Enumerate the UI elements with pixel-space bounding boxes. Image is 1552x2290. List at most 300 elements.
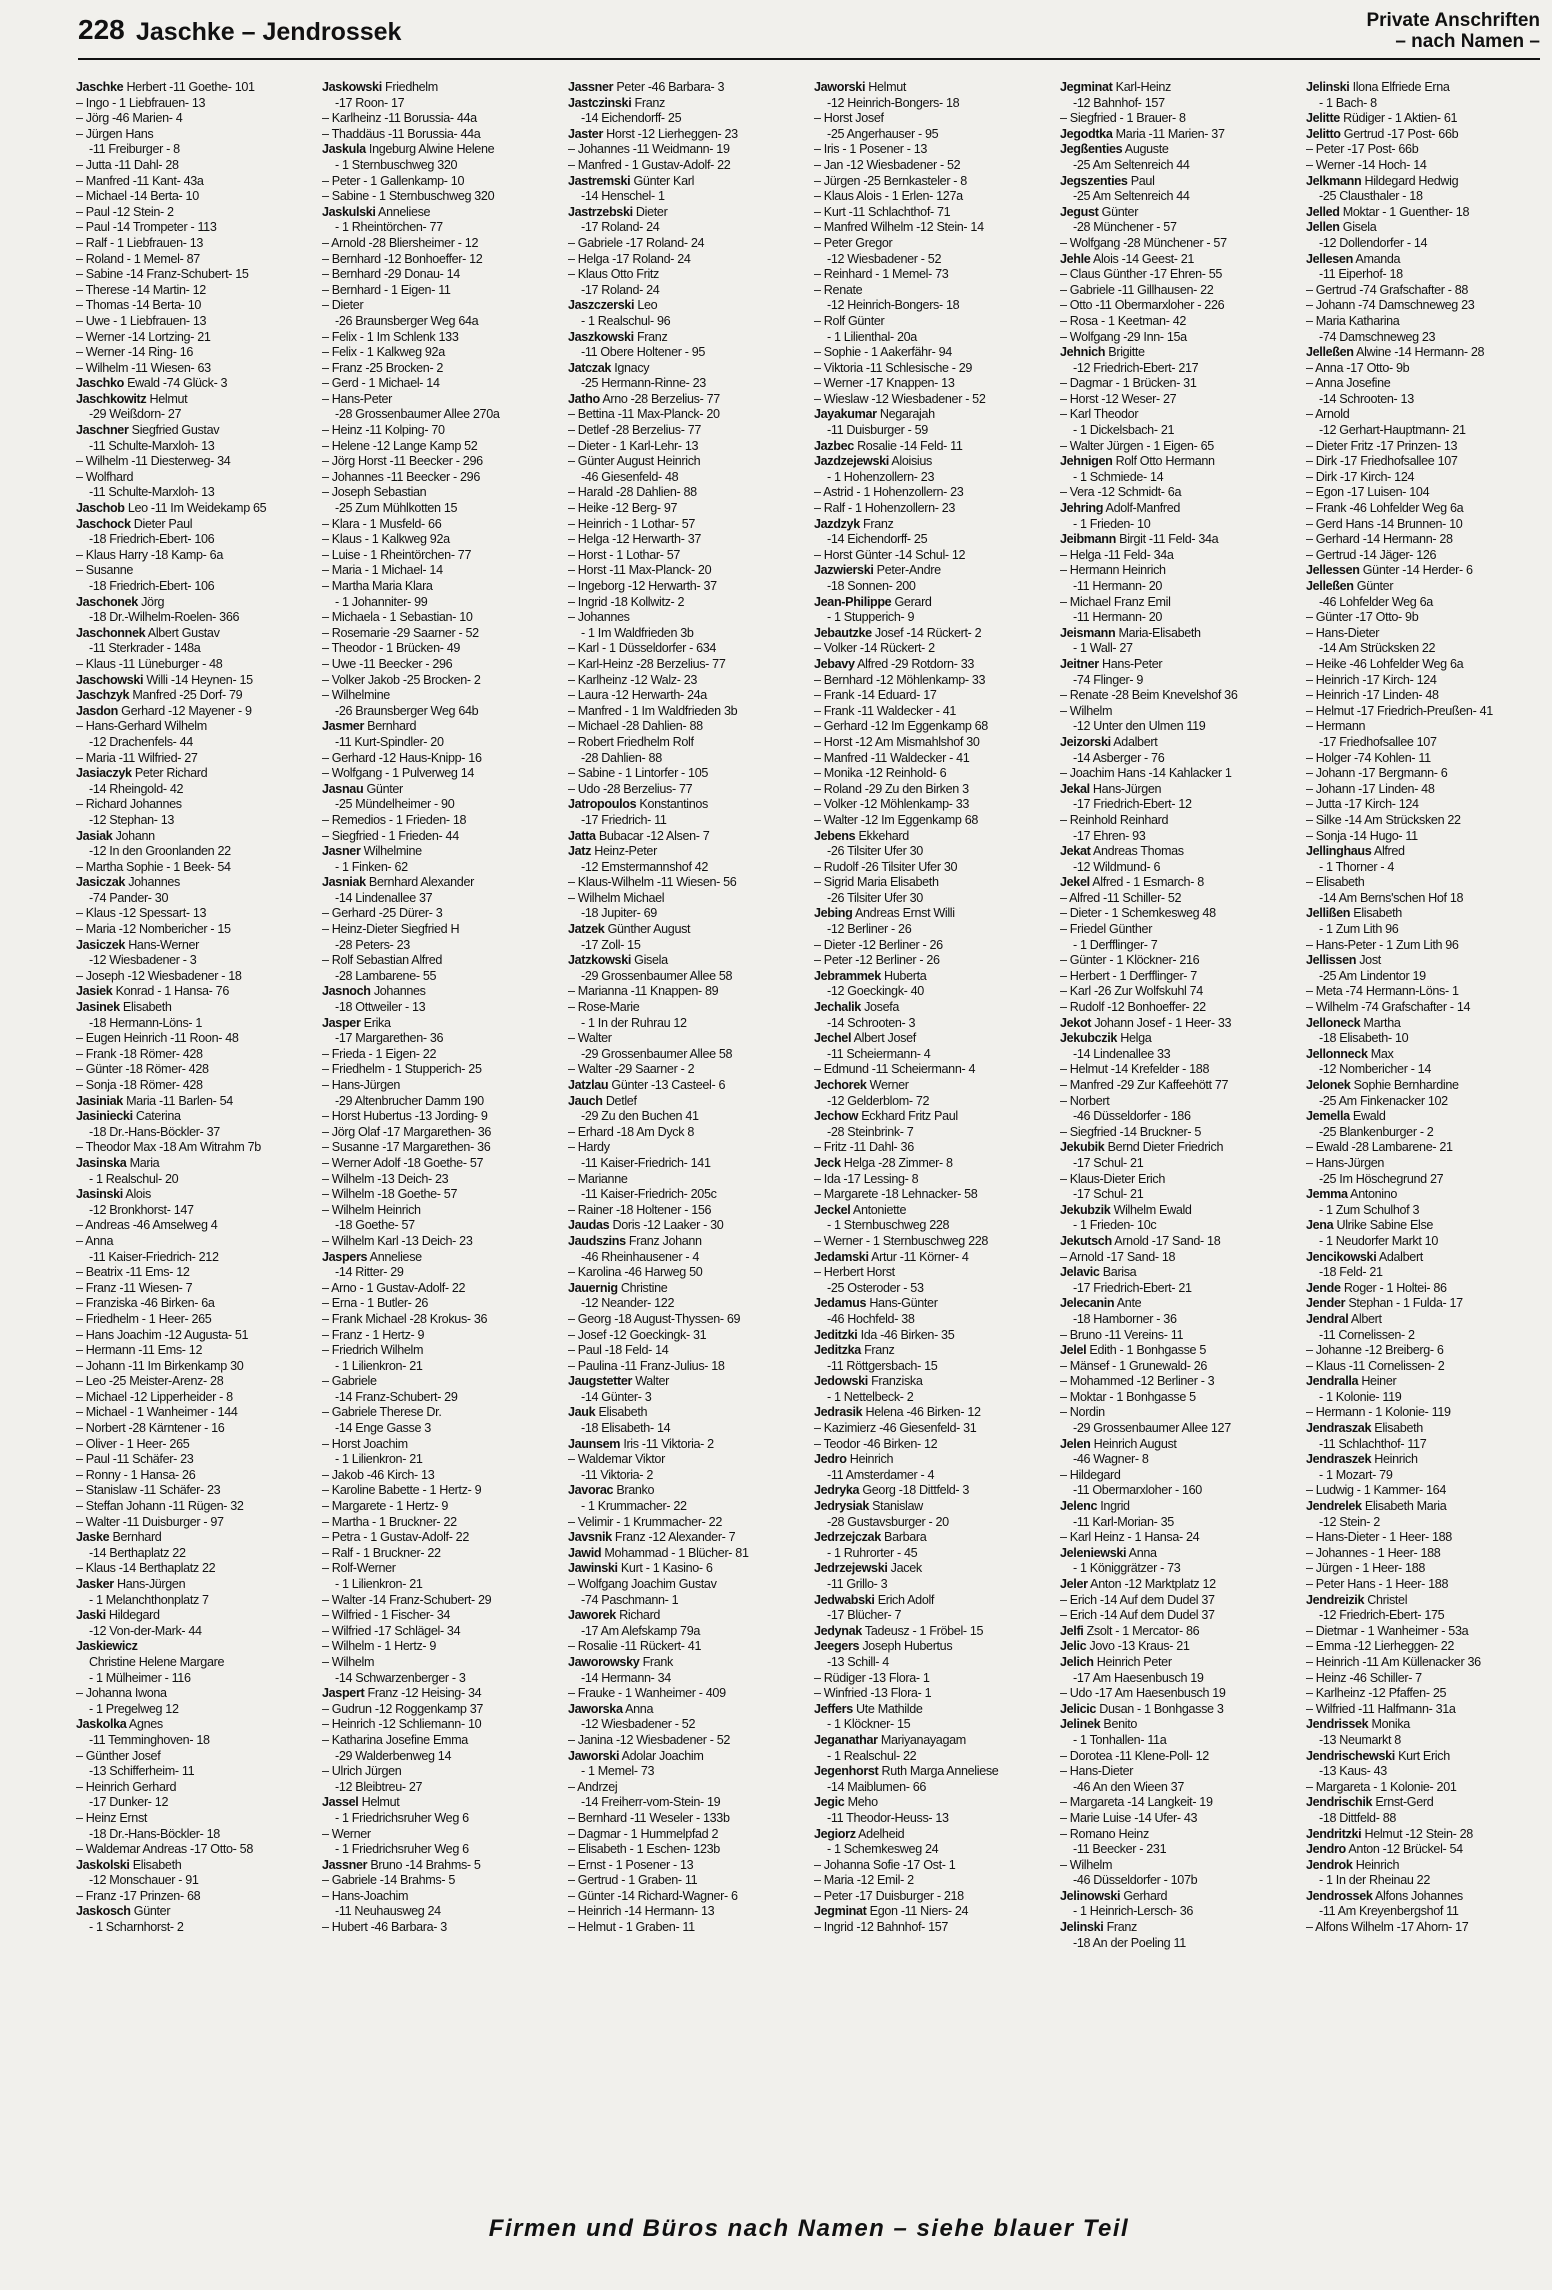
entry-continuation-line: -17 Roland- 24 xyxy=(581,220,660,235)
entry-same-surname-line: – Klaus -14 Berthaplatz 22 xyxy=(76,1561,216,1576)
entry-same-surname-line: – Friedhelm - 1 Stupperich- 25 xyxy=(322,1062,482,1077)
entry-details: Franz -12 Alexander- 7 xyxy=(614,1530,736,1545)
surname: Jehnich xyxy=(1060,345,1106,360)
entry-surname-line xyxy=(814,517,1046,533)
entry-details: Franz xyxy=(863,516,894,531)
entry-continuation-line: - 1 Königgrätzer - 73 xyxy=(1073,1561,1181,1576)
entry-details: Adolf-Manfred xyxy=(1105,501,1181,516)
entry-continuation-line: -17 Friedhofsallee 107 xyxy=(1319,734,1437,749)
entry-surname-line xyxy=(814,1452,1046,1468)
entry-details: Ante xyxy=(1116,1296,1142,1311)
entry-same-surname-line: – Otto -11 Obermarxloher - 226 xyxy=(1060,298,1225,313)
surname: Jeizorski xyxy=(1060,734,1111,749)
entry-continuation-line: -25 Am Lindentor 19 xyxy=(1319,968,1426,983)
entry-same-surname-line: – Hans-Peter - 1 Zum Lith 96 xyxy=(1306,937,1459,952)
entry-continuation-line: -18 Hermann-Löns- 1 xyxy=(89,1015,203,1030)
surname: Jaschko xyxy=(76,376,124,391)
surname: Jauk xyxy=(568,1405,596,1420)
entry-same-surname-line: – Leo -25 Meister-Arenz- 28 xyxy=(76,1374,224,1389)
entry-same-surname-line: – Iris - 1 Posener - 13 xyxy=(814,142,928,157)
entry-surname-line xyxy=(1060,1702,1292,1718)
entry-same-surname-line: – Walter Jürgen - 1 Eigen- 65 xyxy=(1060,438,1214,453)
surname: Jegiorz xyxy=(814,1826,856,1841)
entry-details: Dieter xyxy=(635,204,668,219)
entry-same-surname-line: – Klaus-Dieter Erich xyxy=(1060,1171,1165,1186)
entry-continuation-line: -28 Grossenbaumer Allee 270a xyxy=(335,407,500,422)
surname: Jelfi xyxy=(1060,1623,1084,1638)
footer-note: Firmen und Büros nach Namen – siehe blauer Teil xyxy=(488,2215,1130,2242)
entry-continuation-line: -25 Hermann-Rinne- 23 xyxy=(581,376,706,391)
entry-same-surname-line: – Rose-Marie xyxy=(568,1000,640,1015)
entry-same-surname-line: – Ralf - 1 Hohenzollern- 23 xyxy=(814,501,956,516)
entry-same-surname-line: – Dagmar - 1 Hummelpfad 2 xyxy=(568,1826,719,1841)
entry-surname-line xyxy=(1306,127,1538,143)
entry-same-surname-line: – Peter -17 Duisburger - 218 xyxy=(814,1888,964,1903)
entry-same-surname-line: – Arnold xyxy=(1306,407,1350,422)
entry-continuation-line: -14 Am Strücksken 22 xyxy=(1319,641,1436,656)
entry-same-surname-line: – Michael -28 Dahlien- 88 xyxy=(568,719,703,734)
entry-details: Anton -12 Brückel- 54 xyxy=(1348,1842,1463,1857)
entry-same-surname-line: – Dirk -17 Kirch- 124 xyxy=(1306,469,1415,484)
entry-continuation-line: - 1 Thorner - 4 xyxy=(1319,859,1395,874)
surname: Jaworek xyxy=(568,1608,616,1623)
entry-same-surname-line: – Mänsef - 1 Grunewald- 26 xyxy=(1060,1358,1208,1373)
entry-surname-line xyxy=(568,1702,800,1718)
entry-same-surname-line: – Karolina -46 Harweg 50 xyxy=(568,1265,703,1280)
entry-details: Wilhelmine xyxy=(363,844,422,859)
entry-details: Franz xyxy=(634,95,665,110)
entry-details: Elisabeth xyxy=(1374,1421,1423,1436)
surname: Jean-Philippe xyxy=(814,594,892,609)
entry-same-surname-line: – Fritz -11 Dahl- 36 xyxy=(814,1140,914,1155)
entry-details: Eckhard Fritz Paul xyxy=(861,1109,958,1124)
entry-continuation-line: -14 Eichendorff- 25 xyxy=(827,532,928,547)
entry-same-surname-line: – Franziska -46 Birken- 6a xyxy=(76,1296,215,1311)
entry-details: Franz -12 Heising- 34 xyxy=(367,1686,482,1701)
entry-continuation-line: - 1 Realschul- 96 xyxy=(581,313,671,328)
entry-same-surname-line: – Gerhard -14 Hermann- 28 xyxy=(1306,532,1453,547)
entry-same-surname-line: – Eugen Heinrich -11 Roon- 48 xyxy=(76,1031,239,1046)
entry-surname-line xyxy=(814,1904,1046,1920)
entry-same-surname-line: – Felix - 1 Im Schlenk 133 xyxy=(322,329,459,344)
entry-details: Barisa xyxy=(1102,1265,1137,1280)
entry-same-surname-line: – Rainer -18 Holtener - 156 xyxy=(568,1202,712,1217)
entry-surname-line xyxy=(568,922,800,938)
entry-same-surname-line: – Kazimierz -46 Giesenfeld- 31 xyxy=(814,1421,977,1436)
entry-details: Jovo -13 Kraus- 21 xyxy=(1089,1639,1190,1654)
entry-surname-line xyxy=(1060,252,1292,268)
surname: Jaudas xyxy=(568,1218,610,1233)
entry-same-surname-line: – Johannes -11 Weidmann- 19 xyxy=(568,142,730,157)
entry-same-surname-line: – Johanna Iwona xyxy=(76,1686,167,1701)
entry-surname-line xyxy=(814,1624,1046,1640)
entry-continuation-line: - 1 Hohenzollern- 23 xyxy=(827,469,935,484)
entry-surname-line xyxy=(814,1296,1046,1312)
surname: Jaworski xyxy=(814,80,866,94)
entry-surname-line xyxy=(814,1328,1046,1344)
entry-continuation-line: -11 Obere Holtener - 95 xyxy=(581,345,706,360)
entry-same-surname-line: – Ingrid -18 Kollwitz- 2 xyxy=(568,594,685,609)
entry-continuation-line: - 1 Sternbuschweg 228 xyxy=(827,1218,950,1233)
entry-same-surname-line: – Josef -12 Goeckingk- 31 xyxy=(568,1327,707,1342)
entry-details: Leo xyxy=(637,298,658,313)
entry-continuation-line: -12 Heinrich-Bongers- 18 xyxy=(827,95,960,110)
entry-details: Maria-Elisabeth xyxy=(1118,625,1201,640)
entry-surname-line xyxy=(1306,1016,1538,1032)
entry-same-surname-line: – Andreas -46 Amselweg 4 xyxy=(76,1218,218,1233)
entry-continuation-line: - 1 Derfflinger- 7 xyxy=(1073,937,1158,952)
entry-same-surname-line: – Hermann xyxy=(1306,719,1366,734)
entry-same-surname-line: – Paul -18 Feld- 14 xyxy=(568,1343,669,1358)
surname: Jelloneck xyxy=(1306,1015,1361,1030)
entry-same-surname-line: – Rosalie -11 Rückert- 41 xyxy=(568,1639,702,1654)
entry-details: Barbara xyxy=(884,1530,927,1545)
surname: Jegenhorst xyxy=(814,1764,879,1779)
entry-same-surname-line: – Peter - 1 Gallenkamp- 10 xyxy=(322,173,465,188)
entry-continuation-line: - 1 Lilienkron- 21 xyxy=(335,1452,423,1467)
entry-same-surname-line: – Jakob -46 Kirch- 13 xyxy=(322,1467,435,1482)
entry-details: Martha xyxy=(1363,1015,1401,1030)
entry-same-surname-line: – Teodor -46 Birken- 12 xyxy=(814,1436,938,1451)
entry-same-surname-line: – Horst -11 Max-Planck- 20 xyxy=(568,563,712,578)
entry-continuation-line: -18 Dr.-Wilhelm-Roelen- 366 xyxy=(89,610,240,625)
entry-same-surname-line: – Heinrich -11 Am Küllenacker 36 xyxy=(1306,1654,1481,1669)
entry-continuation-line: -12 Bronkhorst- 147 xyxy=(89,1202,194,1217)
entry-same-surname-line: – Günter August Heinrich xyxy=(568,454,701,469)
surname: Jatropoulos xyxy=(568,797,637,812)
entry-details: Ute Mathilde xyxy=(856,1701,923,1716)
entry-continuation-line: -46 Rheinhausener - 4 xyxy=(581,1249,699,1264)
entry-surname-line xyxy=(1306,1593,1538,1609)
entry-surname-line xyxy=(568,1483,800,1499)
entry-surname-line xyxy=(568,1218,800,1234)
entry-same-surname-line: – Gertrud -14 Jäger- 126 xyxy=(1306,547,1437,562)
entry-same-surname-line: – Heinrich -14 Hermann- 13 xyxy=(568,1904,715,1919)
entry-same-surname-line: – Detlef -28 Berzelius- 77 xyxy=(568,423,701,438)
surname: Jegust xyxy=(1060,204,1099,219)
entry-same-surname-line: – Elisabeth - 1 Eschen- 123b xyxy=(568,1842,720,1857)
entry-same-surname-line: – Felix - 1 Kalkweg 92a xyxy=(322,345,445,360)
section-title-line-2: – nach Namen – xyxy=(1395,31,1540,52)
entry-surname-line xyxy=(568,330,800,346)
entry-surname-line xyxy=(322,142,554,158)
entry-continuation-line: -14 Schrooten- 3 xyxy=(827,1015,916,1030)
entry-same-surname-line: – Hermann -11 Ems- 12 xyxy=(76,1343,203,1358)
entry-surname-line xyxy=(568,174,800,190)
entry-surname-line xyxy=(1306,953,1538,969)
entry-details: Elisabeth xyxy=(598,1405,648,1420)
surname: Jazbec xyxy=(814,438,854,453)
entry-surname-line xyxy=(814,1405,1046,1421)
entry-same-surname-line: – Andrzej xyxy=(568,1779,618,1794)
surname: Jasiaczyk xyxy=(76,766,132,781)
surname: Jelavic xyxy=(1060,1265,1100,1280)
surname: Jasinski xyxy=(76,1187,123,1202)
surname: Jegszenties xyxy=(1060,173,1128,188)
entry-details: Amanda xyxy=(1355,251,1401,266)
surname: Jeismann xyxy=(1060,625,1116,640)
entry-surname-line xyxy=(322,1250,554,1266)
surname: Jaschob xyxy=(76,501,125,516)
entry-details: Rüdiger - 1 Aktien- 61 xyxy=(1343,111,1458,126)
entry-same-surname-line: – Wolfgang Joachim Gustav xyxy=(568,1577,717,1591)
entry-surname-line xyxy=(568,80,800,96)
entry-same-surname-line: – Hermann Heinrich xyxy=(1060,563,1166,578)
entry-details: Günter xyxy=(366,781,403,796)
entry-details: Franziska xyxy=(871,1374,923,1389)
entry-same-surname-line: – Gertrud -74 Grafschafter - 88 xyxy=(1306,282,1469,297)
entry-same-surname-line: – Jürgen - 1 Heer- 188 xyxy=(1306,1561,1426,1576)
entry-details: Peter Richard xyxy=(134,766,208,781)
entry-same-surname-line: – Werner Adolf -18 Goethe- 57 xyxy=(322,1155,484,1170)
surname: Jendrischewski xyxy=(1306,1748,1395,1763)
surname: Jeffers xyxy=(814,1701,853,1716)
entry-surname-line xyxy=(814,657,1046,673)
entry-surname-line xyxy=(1306,1109,1538,1125)
entry-same-surname-line: – Friedrich Wilhelm xyxy=(322,1343,424,1358)
entry-same-surname-line: – Heinrich -17 Kirch- 124 xyxy=(1306,672,1437,687)
surname: Jechel xyxy=(814,1031,852,1046)
entry-same-surname-line: – Anna xyxy=(76,1233,114,1248)
entry-same-surname-line: – Werner -14 Hoch- 14 xyxy=(1306,157,1427,172)
page-header xyxy=(78,8,1540,60)
entry-same-surname-line: – Jörg Horst -11 Beecker - 296 xyxy=(322,454,483,469)
entry-surname-line xyxy=(814,626,1046,642)
entry-same-surname-line: – Manfred Wilhelm -12 Stein- 14 xyxy=(814,220,984,235)
entry-same-surname-line: – Manfred - 1 Im Waldfrieden 3b xyxy=(568,703,738,718)
entry-same-surname-line: – Siegfried - 1 Brauer- 8 xyxy=(1060,111,1186,126)
entry-surname-line xyxy=(76,392,308,408)
entry-same-surname-line: – Manfred -29 Zur Kaffeehött 77 xyxy=(1060,1078,1229,1092)
entry-details: Anna xyxy=(625,1701,654,1716)
surname: Jasner xyxy=(322,844,361,859)
entry-details: Günter xyxy=(1101,204,1139,219)
entry-surname-line xyxy=(568,1530,800,1546)
entry-surname-line xyxy=(1060,1920,1292,1936)
entry-same-surname-line: – Helga -11 Feld- 34a xyxy=(1060,547,1174,562)
entry-details: Anton -12 Marktplatz 12 xyxy=(1090,1577,1216,1591)
entry-surname-line xyxy=(814,1031,1046,1047)
surname: Jekutsch xyxy=(1060,1233,1112,1248)
entry-same-surname-line: – Jürgen -25 Bernkasteler - 8 xyxy=(814,173,967,188)
entry-surname-line xyxy=(76,673,308,689)
entry-continuation-line: -17 Ehren- 93 xyxy=(1073,828,1146,843)
entry-same-surname-line: – Wilhelm -11 Wiesen- 63 xyxy=(76,360,211,375)
entry-details: Adelheid xyxy=(858,1826,905,1841)
entry-same-surname-line: – Elisabeth xyxy=(1306,875,1365,890)
entry-details: Branko xyxy=(616,1483,655,1498)
entry-details: Adalbert xyxy=(1113,734,1158,749)
entry-same-surname-line: – Theodor - 1 Brücken- 49 xyxy=(322,641,461,656)
surname: Jencikowski xyxy=(1306,1249,1377,1264)
entry-surname-line xyxy=(814,1374,1046,1390)
entry-surname-line xyxy=(322,782,554,798)
surname: Jegic xyxy=(814,1795,845,1810)
entry-details: Ingeburg Alwine Helene xyxy=(368,142,495,157)
surname: Jegminat xyxy=(814,1904,867,1919)
entry-continuation-line: -11 Beecker - 231 xyxy=(1073,1842,1167,1857)
entry-details: Adolar Joachim xyxy=(621,1748,704,1763)
entry-continuation-line: -18 Friedrich-Ebert- 106 xyxy=(89,532,215,547)
entry-details: Leo -11 Im Weidekamp 65 xyxy=(127,501,267,516)
surname: Jehle xyxy=(1060,251,1091,266)
entry-same-surname-line: – Helene -12 Lange Kamp 52 xyxy=(322,438,478,453)
surname: Jatzek xyxy=(568,922,605,937)
entry-same-surname-line: – Paul -14 Trompeter - 113 xyxy=(76,220,217,235)
entry-details: Ruth Marga Anneliese xyxy=(881,1764,999,1779)
entry-same-surname-line: – Gerhard -25 Dürer- 3 xyxy=(322,906,443,921)
entry-details: Huberta xyxy=(884,968,927,983)
surname: Jebing xyxy=(814,906,853,921)
entry-surname-line xyxy=(1306,1312,1538,1328)
entry-same-surname-line: – Horst -12 Am Mismahlshof 30 xyxy=(814,734,980,749)
entry-continuation-line: -12 Berliner - 26 xyxy=(827,922,912,937)
entry-continuation-line: -17 Roon- 17 xyxy=(335,95,405,110)
entry-same-surname-line: – Wilhelm - 1 Hertz- 9 xyxy=(322,1639,437,1654)
entry-same-surname-line: – Heinrich -12 Schliemann- 10 xyxy=(322,1717,482,1732)
entry-same-surname-line: – Wilhelm Michael xyxy=(568,890,665,905)
entry-continuation-line: - 1 Zum Schulhof 3 xyxy=(1319,1202,1420,1217)
surname: Jaschowski xyxy=(76,672,144,687)
entry-continuation-line: -28 Lambarene- 55 xyxy=(335,968,437,983)
entry-surname-line xyxy=(322,1858,554,1874)
entry-same-surname-line: – Hubert -46 Barbara- 3 xyxy=(322,1920,447,1935)
surname: Jedamski xyxy=(814,1249,869,1264)
entry-continuation-line: -12 Emstermannshof 42 xyxy=(581,859,709,874)
entry-details: Franz xyxy=(636,329,668,344)
surname: Jastczinski xyxy=(568,95,632,110)
entry-same-surname-line: – Dieter - 1 Schemkesweg 48 xyxy=(1060,906,1216,921)
entry-details: Negarajah xyxy=(879,407,935,422)
entry-details: Johann xyxy=(115,828,155,843)
entry-same-surname-line: – Petra - 1 Gustav-Adolf- 22 xyxy=(322,1530,469,1545)
entry-details: Anneliese xyxy=(378,204,431,219)
entry-surname-line xyxy=(76,1608,308,1624)
entry-continuation-line: -12 Wiesbadener - 3 xyxy=(89,953,197,968)
entry-same-surname-line: – Horst - 1 Lothar- 57 xyxy=(568,547,680,562)
entry-surname-line xyxy=(76,938,308,954)
surname: Jelleßen xyxy=(1306,345,1354,360)
entry-details: Stephan - 1 Fulda- 17 xyxy=(1348,1296,1463,1311)
entry-continuation-line: - 1 Lilienkron- 21 xyxy=(335,1358,423,1373)
entry-details: Mohammad - 1 Blücher- 81 xyxy=(604,1545,749,1560)
entry-continuation-line: -11 Eiperhof- 18 xyxy=(1319,267,1403,282)
entry-surname-line xyxy=(814,595,1046,611)
entry-surname-line xyxy=(76,376,308,392)
surname: Jendrischik xyxy=(1306,1795,1373,1810)
entry-details: Rolf Otto Hermann xyxy=(1115,454,1215,469)
entry-surname-line xyxy=(1060,1717,1292,1733)
entry-details: Antoniette xyxy=(852,1202,907,1217)
entry-same-surname-line: – Vera -12 Schmidt- 6a xyxy=(1060,485,1182,500)
entry-continuation-line: -12 Bahnhof- 157 xyxy=(1073,95,1165,110)
entry-same-surname-line: – Klaus -12 Spessart- 13 xyxy=(76,906,207,921)
entry-same-surname-line: – Alfred -11 Schiller- 52 xyxy=(1060,890,1182,905)
entry-details: Johann Josef - 1 Heer- 33 xyxy=(1094,1015,1232,1030)
entry-same-surname-line: – Werner - 1 Sternbuschweg 228 xyxy=(814,1233,989,1248)
entry-continuation-line: -12 Bleibtreu- 27 xyxy=(335,1779,423,1794)
surname: Jekot xyxy=(1060,1015,1092,1030)
entry-surname-line xyxy=(814,407,1046,423)
surname: Jendraszak xyxy=(1306,1421,1372,1436)
entry-details: Andreas Ernst Willi xyxy=(854,906,955,921)
entry-surname-line xyxy=(568,1374,800,1390)
entry-details: Herbert -11 Goethe- 101 xyxy=(126,80,255,94)
entry-continuation-line: -11 Kurt-Spindler- 20 xyxy=(335,734,444,749)
surname: Jelonek xyxy=(1306,1078,1351,1092)
surname: Jebens xyxy=(814,828,856,843)
entry-surname-line xyxy=(1306,1421,1538,1437)
entry-details: Elisabeth Maria xyxy=(1364,1499,1447,1514)
entry-same-surname-line: – Johann -11 Im Birkenkamp 30 xyxy=(76,1358,244,1373)
entry-continuation-line: - 1 Bach- 8 xyxy=(1319,95,1377,110)
entry-surname-line xyxy=(1306,1795,1538,1811)
entry-details: Bruno -14 Brahms- 5 xyxy=(370,1857,481,1872)
entry-continuation-line: -14 Schrooten- 13 xyxy=(1319,391,1414,406)
entry-details: Christine xyxy=(620,1280,668,1295)
entry-same-surname-line: – Hans-Jürgen xyxy=(1306,1155,1385,1170)
surname: Jellessen xyxy=(1306,563,1360,578)
entry-continuation-line: - 1 Lilienthal- 20a xyxy=(827,329,917,344)
surname: Jawinski xyxy=(568,1561,618,1576)
entry-continuation-line: - 1 Ruhrorter - 45 xyxy=(827,1545,918,1560)
surname: Jatta xyxy=(568,828,596,843)
entry-same-surname-line: – Moktar - 1 Bonhgasse 5 xyxy=(1060,1389,1196,1404)
entry-same-surname-line: – Hans-Dieter xyxy=(1060,1764,1134,1779)
entry-details: Helmut xyxy=(361,1795,400,1810)
directory-column-4 xyxy=(814,80,1046,2185)
entry-continuation-line: -11 Theodor-Heuss- 13 xyxy=(827,1810,949,1825)
entry-same-surname-line: – Martha Maria Klara xyxy=(322,579,433,593)
surname: Jelkmann xyxy=(1306,173,1362,188)
entry-same-surname-line: – Waldemar Andreas -17 Otto- 58 xyxy=(76,1842,253,1857)
surname: Jechow xyxy=(814,1109,859,1124)
entry-same-surname-line: – Volker -12 Möhlenkamp- 33 xyxy=(814,797,970,812)
entry-same-surname-line: – Gabriele -11 Gillhausen- 22 xyxy=(1060,282,1214,297)
entry-details: Helmut xyxy=(149,391,188,406)
entry-details: Joseph Hubertus xyxy=(862,1639,953,1654)
entry-same-surname-line: – Peter Gregor xyxy=(814,235,893,250)
entry-same-surname-line: – Peter -12 Berliner - 26 xyxy=(814,953,940,968)
entry-continuation-line: -11 Obermarxloher - 160 xyxy=(1073,1483,1202,1498)
entry-details: Ewald -74 Glück- 3 xyxy=(127,376,228,391)
entry-details: Christel xyxy=(1367,1592,1408,1607)
entry-same-surname-line: – Luise - 1 Rheintörchen- 77 xyxy=(322,547,472,562)
surname: Jaspert xyxy=(322,1686,365,1701)
entry-surname-line xyxy=(814,1250,1046,1266)
entry-surname-line xyxy=(814,1203,1046,1219)
entry-details: Ekkehard xyxy=(858,828,909,843)
surname: Jatho xyxy=(568,391,600,406)
entry-same-surname-line: – Ernst - 1 Posener - 13 xyxy=(568,1857,694,1872)
entry-same-surname-line: – Dorotea -11 Klene-Poll- 12 xyxy=(1060,1748,1209,1763)
entry-same-surname-line: – Harald -28 Dahlien- 88 xyxy=(568,485,697,500)
entry-same-surname-line: – Katharina Josefine Emma xyxy=(322,1732,468,1747)
entry-same-surname-line: – Marie Luise -14 Ufer- 43 xyxy=(1060,1810,1198,1825)
entry-surname-line xyxy=(1306,1889,1538,1905)
entry-same-surname-line: – Wilhelm Heinrich xyxy=(322,1202,421,1217)
entry-surname-line xyxy=(568,1405,800,1421)
surname: Jendritzki xyxy=(1306,1826,1362,1841)
entry-same-surname-line: – Renate -28 Beim Knevelshof 36 xyxy=(1060,688,1238,703)
entry-surname-line xyxy=(568,127,800,143)
entry-same-surname-line: – Jörg -46 Marien- 4 xyxy=(76,111,183,126)
surname: Jassner xyxy=(568,80,614,94)
entry-details: Walter xyxy=(635,1374,670,1389)
entry-details: Hildegard xyxy=(108,1608,160,1623)
entry-surname-line xyxy=(1060,1499,1292,1515)
entry-surname-line xyxy=(1060,1203,1292,1219)
